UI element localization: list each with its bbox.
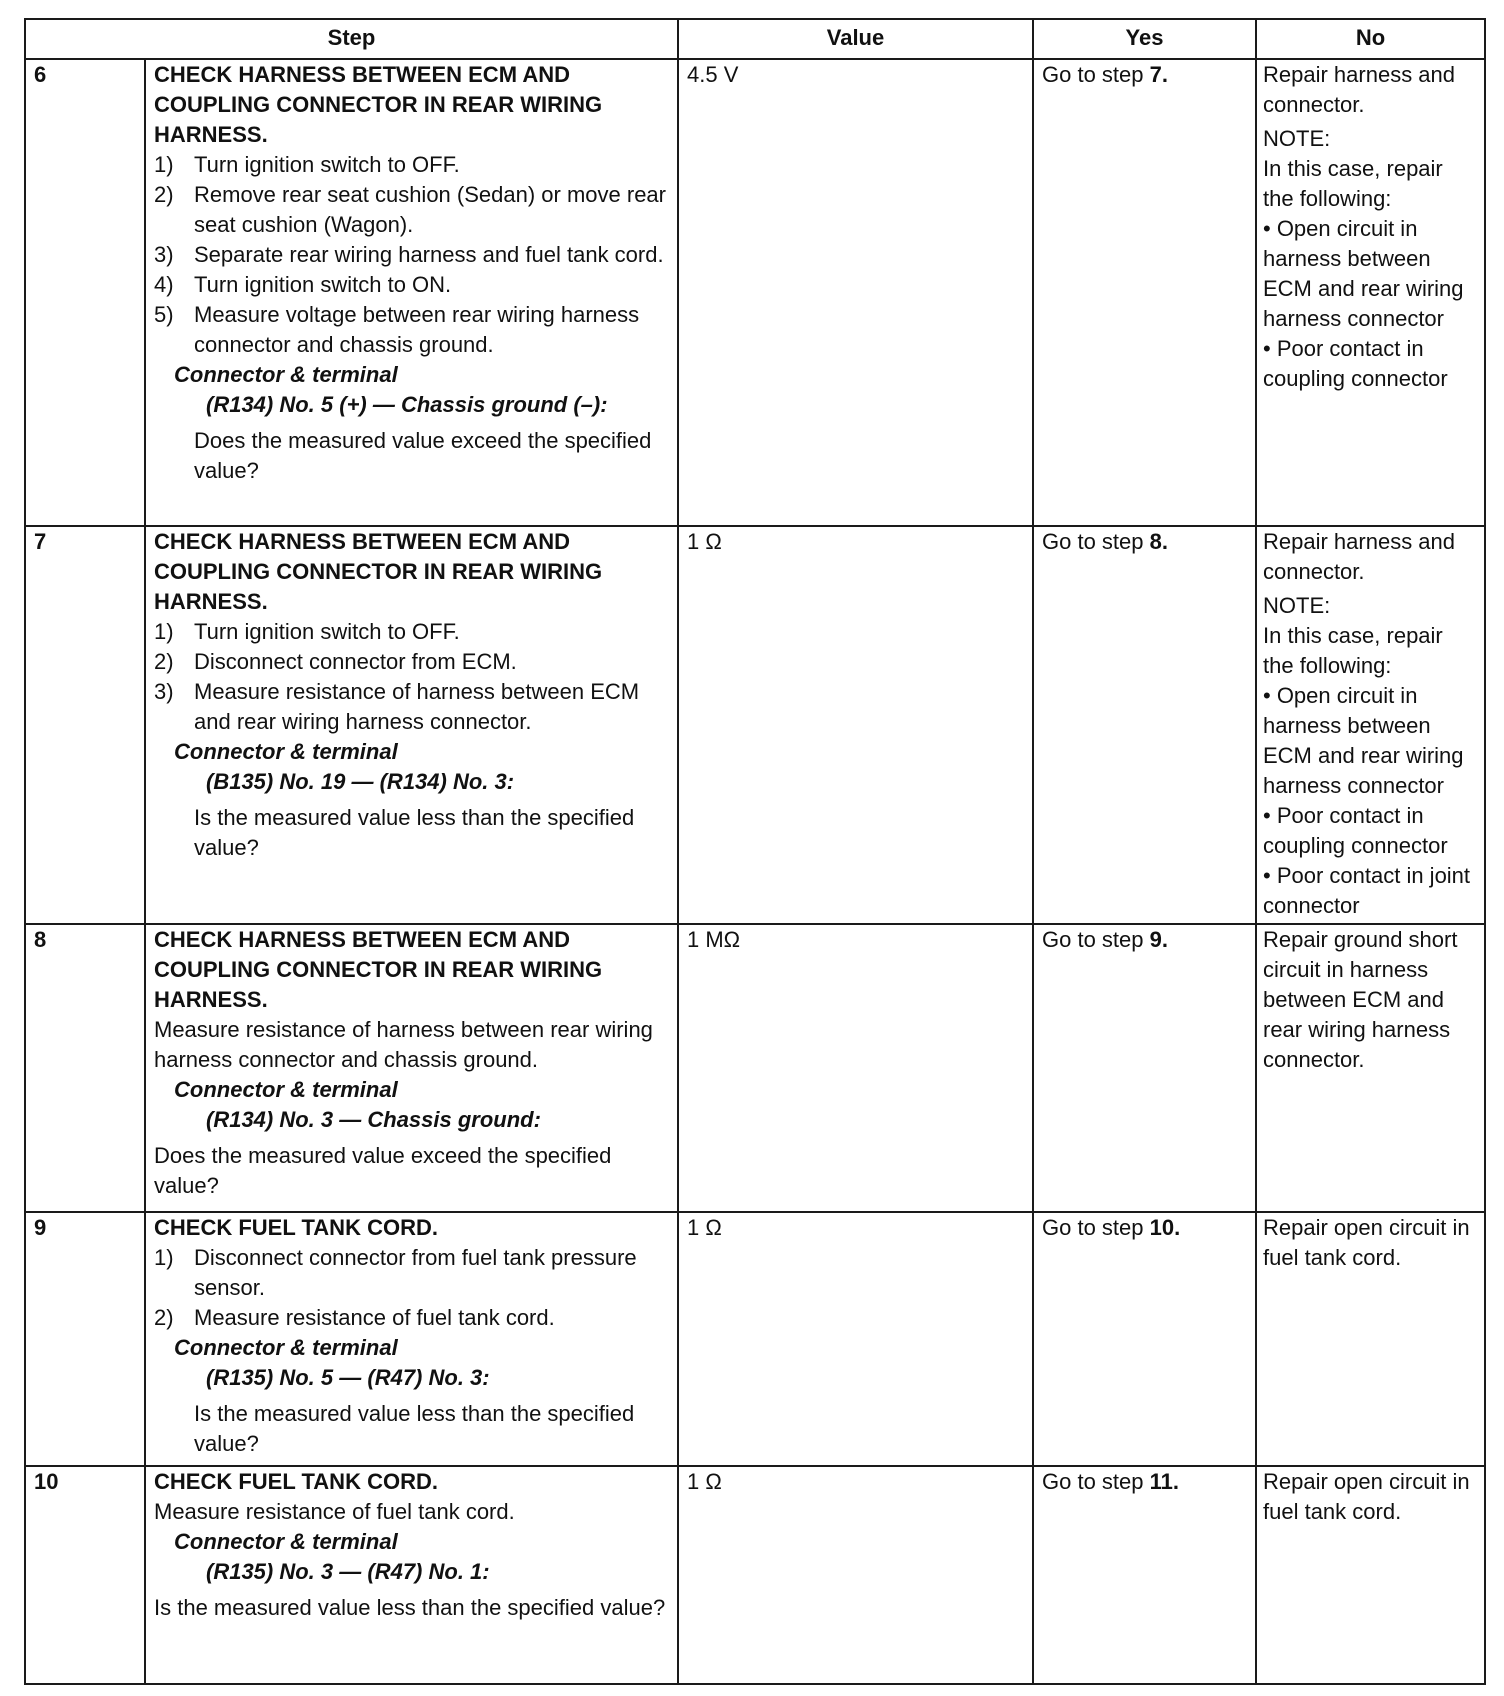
step-number: 10 — [25, 1466, 145, 1684]
value-cell: 1 Ω — [678, 1212, 1033, 1466]
yes-cell: Go to step 10. — [1033, 1212, 1256, 1466]
substep: 2) Disconnect connector from ECM. — [154, 649, 517, 674]
value-cell: 4.5 V — [678, 59, 1033, 526]
step-question: Is the measured value less than the specified value? — [194, 805, 635, 860]
step-question: Does the measured value exceed the specified value? — [194, 428, 652, 483]
no-note-intro: In this case, repair the following: — [1263, 156, 1443, 211]
diagnostic-table — [24, 18, 1486, 1685]
no-action: Repair open circuit in fuel tank cord. — [1263, 1469, 1470, 1524]
step-title: CHECK FUEL TANK CORD. — [154, 1215, 438, 1240]
step-question: Does the measured value exceed the specified value? — [154, 1143, 612, 1198]
step-title: CHECK FUEL TANK CORD. — [154, 1469, 438, 1494]
step-question: Is the measured value less than the specified value? — [194, 1401, 635, 1456]
substep-list — [154, 150, 669, 360]
table-row — [25, 1212, 1485, 1466]
header-row — [25, 19, 1485, 59]
step-cell — [145, 1466, 678, 1684]
connector-spec: (R134) No. 3 — Chassis ground: — [206, 1107, 541, 1132]
no-bullet: • Open circuit in harness between ECM and rear wiring harness connector — [1263, 216, 1464, 331]
table-row — [25, 59, 1485, 526]
connector-heading: Connector & terminal — [174, 739, 398, 764]
no-action: Repair open circuit in fuel tank cord. — [1263, 1215, 1470, 1270]
no-bullet: • Open circuit in harness between ECM and rear wiring harness connector — [1263, 683, 1464, 798]
step-number: 6 — [25, 59, 145, 526]
connector-spec: (R135) No. 5 — (R47) No. 3: — [206, 1365, 490, 1390]
step-cell — [145, 526, 678, 924]
connector-heading: Connector & terminal — [174, 1335, 398, 1360]
value-cell: 1 Ω — [678, 526, 1033, 924]
header-no: No — [1256, 19, 1485, 59]
yes-cell: Go to step 8. — [1033, 526, 1256, 924]
substep: 1) Turn ignition switch to OFF. — [154, 619, 460, 644]
yes-cell: Go to step 11. — [1033, 1466, 1256, 1684]
yes-step-link: 8. — [1149, 529, 1168, 554]
no-bullet: • Poor contact in joint connector — [1263, 863, 1471, 918]
connector-spec: (R134) No. 5 (+) — Chassis ground (–): — [206, 392, 608, 417]
substep-list — [154, 617, 669, 737]
step-title: CHECK HARNESS BETWEEN ECM AND COUPLING CONNECTOR IN REAR WIRING HARNESS. — [154, 62, 603, 147]
yes-step-link: 10. — [1149, 1215, 1181, 1240]
substep: 2) Measure resistance of fuel tank cord. — [154, 1305, 555, 1330]
header-value: Value — [678, 19, 1033, 59]
no-note-intro: In this case, repair the following: — [1263, 623, 1443, 678]
header-step: Step — [25, 19, 678, 59]
substep: 3) Separate rear wiring harness and fuel tank cord. — [154, 242, 664, 267]
no-cell — [1256, 924, 1485, 1212]
no-cell — [1256, 1212, 1485, 1466]
connector-spec: (R135) No. 3 — (R47) No. 1: — [206, 1559, 490, 1584]
no-action: Repair harness and connector. — [1263, 62, 1456, 117]
value-cell: 1 Ω — [678, 1466, 1033, 1684]
header-yes: Yes — [1033, 19, 1256, 59]
yes-cell: Go to step 7. — [1033, 59, 1256, 526]
no-bullet: • Poor contact in coupling connector — [1263, 336, 1448, 391]
no-action: Repair ground short circuit in harness between ECM and rear wiring harness connector. — [1263, 927, 1458, 1072]
substep: 4) Turn ignition switch to ON. — [154, 272, 452, 297]
step-intro: Measure resistance of fuel tank cord. — [154, 1499, 515, 1524]
step-title: CHECK HARNESS BETWEEN ECM AND COUPLING CONNECTOR IN REAR WIRING HARNESS. — [154, 927, 603, 1012]
connector-heading: Connector & terminal — [174, 1529, 398, 1554]
step-question: Is the measured value less than the specified value? — [154, 1595, 666, 1620]
connector-spec: (B135) No. 19 — (R134) No. 3: — [206, 769, 515, 794]
table-row — [25, 1466, 1485, 1684]
no-action: Repair harness and connector. — [1263, 529, 1456, 584]
connector-heading: Connector & terminal — [174, 362, 398, 387]
step-cell — [145, 924, 678, 1212]
yes-step-link: 9. — [1149, 927, 1168, 952]
step-number: 9 — [25, 1212, 145, 1466]
yes-step-link: 7. — [1149, 62, 1168, 87]
substep: 3) Measure resistance of harness between ECM and rear wiring harness connector. — [154, 679, 640, 734]
step-number: 8 — [25, 924, 145, 1212]
yes-cell: Go to step 9. — [1033, 924, 1256, 1212]
table-row — [25, 526, 1485, 924]
connector-heading: Connector & terminal — [174, 1077, 398, 1102]
no-bullet: • Poor contact in coupling connector — [1263, 803, 1448, 858]
substep: 2) Remove rear seat cushion (Sedan) or move rear seat cushion (Wagon). — [154, 182, 666, 237]
substep: 5) Measure voltage between rear wiring harness connector and chassis ground. — [154, 302, 640, 357]
substep-list — [154, 1243, 669, 1333]
table-row — [25, 924, 1485, 1212]
value-cell: 1 MΩ — [678, 924, 1033, 1212]
no-cell — [1256, 1466, 1485, 1684]
step-title: CHECK HARNESS BETWEEN ECM AND COUPLING CONNECTOR IN REAR WIRING HARNESS. — [154, 529, 603, 614]
no-cell — [1256, 59, 1485, 526]
step-cell — [145, 59, 678, 526]
no-note-label: NOTE: — [1263, 126, 1331, 151]
substep: 1) Turn ignition switch to OFF. — [154, 152, 460, 177]
no-cell — [1256, 526, 1485, 924]
step-number: 7 — [25, 526, 145, 924]
step-cell — [145, 1212, 678, 1466]
no-note-label: NOTE: — [1263, 593, 1331, 618]
yes-step-link: 11. — [1149, 1469, 1179, 1494]
step-intro: Measure resistance of harness between rear wiring harness connector and chassis ground. — [154, 1017, 653, 1072]
substep: 1) Disconnect connector from fuel tank pressure sensor. — [154, 1245, 637, 1300]
